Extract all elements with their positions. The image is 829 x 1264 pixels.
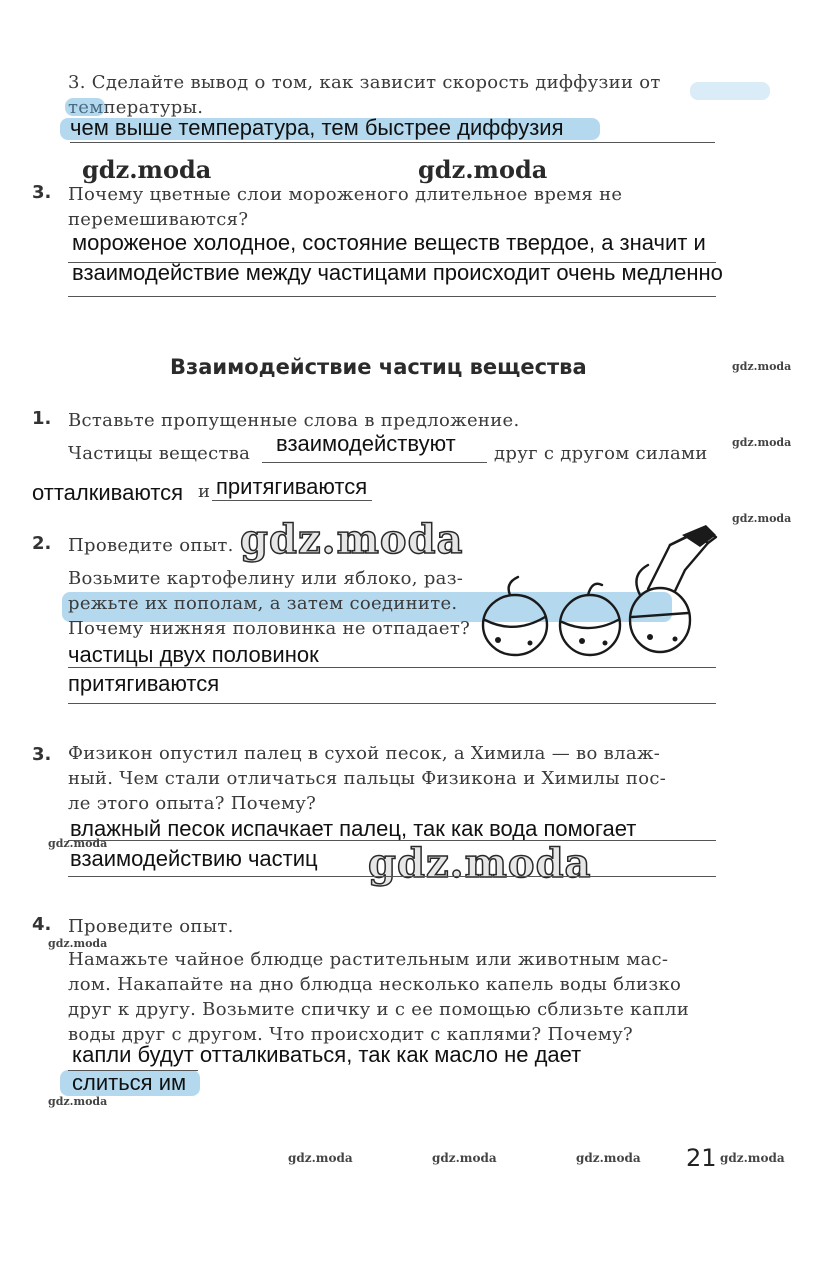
task-number: 3.	[32, 182, 52, 203]
ice-cream-answer-line2: взаимодействие между частицами происходит очень медленно	[72, 260, 723, 285]
task-number: 2.	[32, 533, 52, 554]
task4-text-line4: воды друг с другом. Что происходит с каплями? Почему?	[68, 1024, 633, 1045]
watermark: gdz.moda	[432, 1151, 497, 1165]
cut-potato-illustration	[470, 525, 720, 665]
watermark: gdz.moda	[732, 360, 792, 373]
task3-text-line3: ле этого опыта? Почему?	[68, 793, 317, 814]
task3-text-line1: Физикон опустил палец в сухой песок, а Химила — во влаж-	[68, 743, 661, 764]
task1-answer-blank3: притягиваются	[216, 474, 368, 499]
task2-answer-line1: частицы двух половинок	[68, 642, 319, 667]
top-task-answer: чем выше температура, тем быстрее диффузия	[70, 115, 564, 140]
answer-line	[68, 296, 716, 297]
task-ice-cream-question: Почему цветные слои мороженого длительное время не перемешиваются?	[68, 184, 623, 230]
watermark: gdz.moda	[48, 1095, 108, 1108]
ice-cream-answer-line1: мороженое холодное, состояние веществ твердое, а значит и	[72, 230, 706, 255]
watermark: gdz.moda	[368, 840, 592, 887]
answer-line	[68, 667, 716, 668]
task4-text-line1: Намажьте чайное блюдце растительным или животным мас-	[68, 949, 669, 970]
watermark: gdz.moda	[732, 436, 792, 449]
task3-answer-line1: влажный песок испачкает палец, так как вода помогает	[70, 816, 637, 841]
task1-sentence-start: Частицы вещества	[68, 443, 251, 464]
page-number: 21	[686, 1144, 717, 1172]
task4-instruction: Проведите опыт.	[68, 916, 234, 937]
task4-text-line2: лом. Накапайте на дно блюдца несколько капель воды близко	[68, 974, 682, 995]
blue-highlight	[65, 98, 105, 116]
answer-line	[212, 500, 372, 501]
blue-highlight	[690, 82, 770, 100]
answer-line	[262, 462, 487, 463]
task2-instruction: Проведите опыт.	[68, 535, 234, 556]
watermark: gdz.moda	[732, 512, 792, 525]
task1-answer-blank2: отталкиваются	[32, 480, 184, 505]
watermark: gdz.moda	[720, 1151, 785, 1165]
task2-answer-line2: притягиваются	[68, 671, 220, 696]
task2-text-line2: режьте их пополам, а затем соедините.	[68, 593, 458, 614]
task-number: 3.	[32, 744, 52, 765]
task2-text-line3: Почему нижняя половинка не отпадает?	[68, 618, 471, 639]
answer-line	[70, 142, 715, 143]
watermark: gdz.moda	[48, 837, 108, 850]
task2-text-line1: Возьмите картофелину или яблоко, раз-	[68, 568, 464, 589]
watermark: gdz.moda	[48, 937, 108, 950]
watermark: gdz.moda	[240, 516, 464, 563]
answer-line	[68, 703, 716, 704]
watermark: gdz.moda	[288, 1151, 353, 1165]
watermark: gdz.moda	[82, 155, 212, 184]
task1-answer-blank1: взаимодействуют	[276, 431, 456, 456]
task1-sentence-mid: друг с другом силами	[494, 443, 708, 464]
task3-text-line2: ный. Чем стали отличаться пальцы Физикона и Химилы пос-	[68, 768, 667, 789]
task4-text-line3: друг к другу. Возьмите спичку и с ее помощью сблизьте капли	[68, 999, 690, 1020]
task-number: 1.	[32, 408, 52, 429]
watermark: gdz.moda	[576, 1151, 641, 1165]
section-title: Взаимодействие частиц вещества	[170, 355, 587, 379]
task4-answer-line1: капли будут отталкиваться, так как масло не дает	[72, 1042, 582, 1067]
answer-line	[68, 876, 716, 877]
task4-answer-line2: слиться им	[72, 1070, 187, 1095]
task1-instruction: Вставьте пропущенные слова в предложение.	[68, 410, 520, 431]
task-number: 4.	[32, 914, 52, 935]
task3-answer-line2: взаимодействию частиц	[70, 846, 318, 871]
watermark: gdz.moda	[418, 155, 548, 184]
task1-sentence-and: и	[198, 481, 211, 502]
top-task-question: 3. Сделайте вывод о том, как зависит скорость диффузии от температуры.	[68, 72, 661, 118]
